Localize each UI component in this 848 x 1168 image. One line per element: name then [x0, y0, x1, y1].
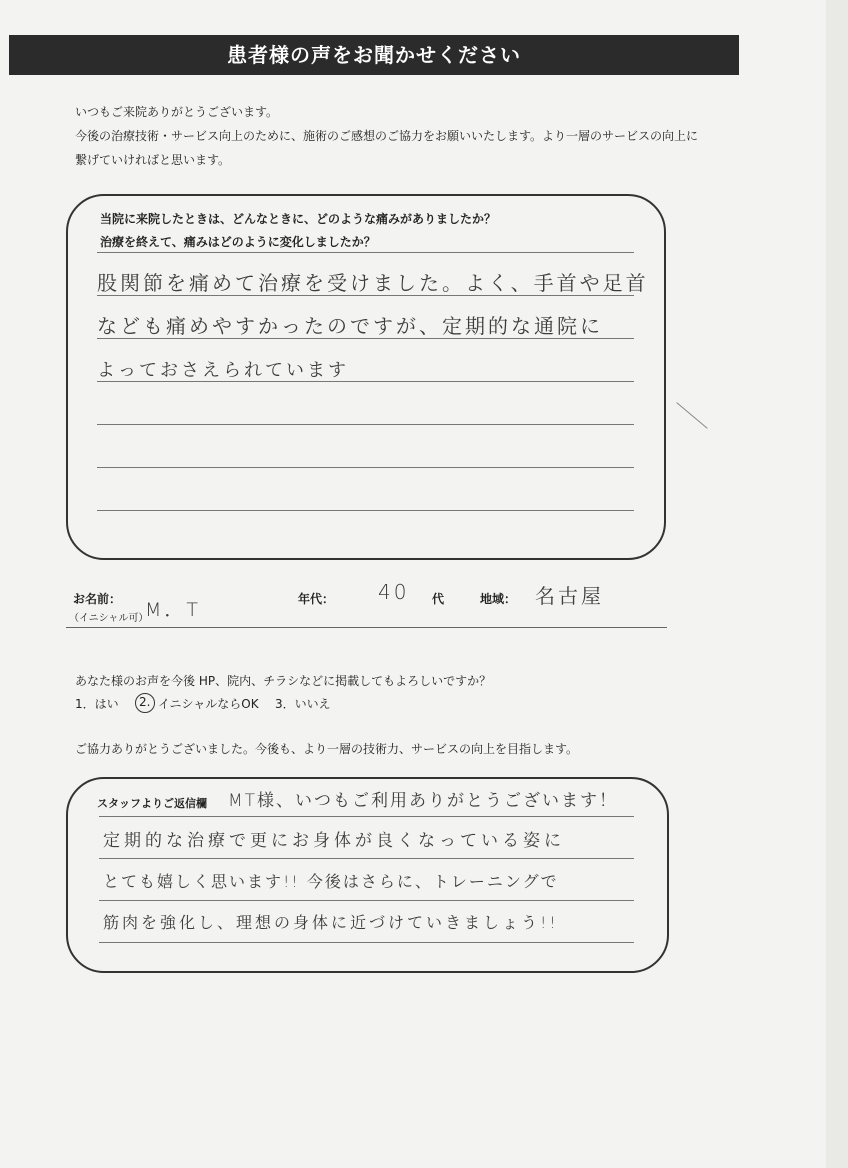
paper-edge: [826, 0, 848, 1168]
consent-option-1: 1．はい: [75, 697, 119, 711]
question-2: 治療を終えて、痛みはどのように変化しましたか？: [100, 235, 376, 249]
profile-underline: [66, 627, 667, 628]
paper-mark: [676, 402, 707, 428]
consent-option-2-number: 2.: [139, 695, 151, 709]
consent-question: あなた様のお声を今後 HP、院内、チラシなどに掲載してもよろしいですか？: [75, 674, 492, 688]
answer-line: よっておさえられています: [97, 360, 349, 381]
initial-note: （イニシャル可）: [69, 613, 149, 624]
reply-rule: [99, 858, 634, 859]
question-1: 当院に来院したときは、どんなときに、どのような痛みがありましたか？: [100, 212, 497, 226]
answer-rule: [97, 510, 634, 511]
answer-rule: [97, 467, 634, 468]
answer-line: なども痛めやすかったのですが、定期的な通院に: [97, 314, 603, 338]
reply-line: 定期的な治療で更にお身体が良くなっている姿に: [103, 831, 565, 851]
name-value: M．T: [145, 599, 201, 621]
intro-line: 今後の治療技術・サービス向上のために、施術のご感想のご協力をお願いいたします。より一層のサービスの向上に: [75, 129, 699, 143]
region-label: 地域：: [480, 592, 517, 606]
reply-rule: [99, 816, 634, 817]
age-suffix: 代: [432, 592, 445, 606]
reply-line: MT様、いつもご利用ありがとうございます！: [228, 791, 619, 811]
answer-rule: [97, 252, 634, 253]
name-label: お名前：: [73, 592, 122, 606]
reply-rule: [99, 900, 634, 901]
reply-rule: [99, 942, 634, 943]
intro-line: 繋げていければと思います。: [75, 153, 231, 167]
answer-rule: [97, 424, 634, 425]
reply-line: 筋肉を強化し、理想の身体に近づけていきましょう!!: [103, 913, 559, 932]
age-value: 40: [378, 580, 410, 604]
intro-line: いつもご来院ありがとうございます。: [75, 105, 279, 119]
region-value: 名古屋: [535, 584, 604, 608]
reply-line: とても嬉しく思います!! 今後はさらに、トレーニングで: [103, 872, 559, 891]
consent-option-3: 3．いいえ: [275, 697, 331, 711]
age-label: 年代：: [298, 592, 335, 606]
intro-text: [75, 100, 715, 172]
consent-option-2: イニシャルならOK: [158, 697, 259, 711]
answer-line: 股関節を痛めて治療を受けました。よく、手首や足首: [97, 271, 649, 295]
thanks-text: ご協力ありがとうございました。今後も、より一層の技術力、サービスの向上を目指します。: [75, 742, 579, 756]
staff-reply-label: スタッフよりご返信欄: [97, 797, 207, 810]
page-title: 患者様の声をお聞かせください: [9, 35, 739, 75]
